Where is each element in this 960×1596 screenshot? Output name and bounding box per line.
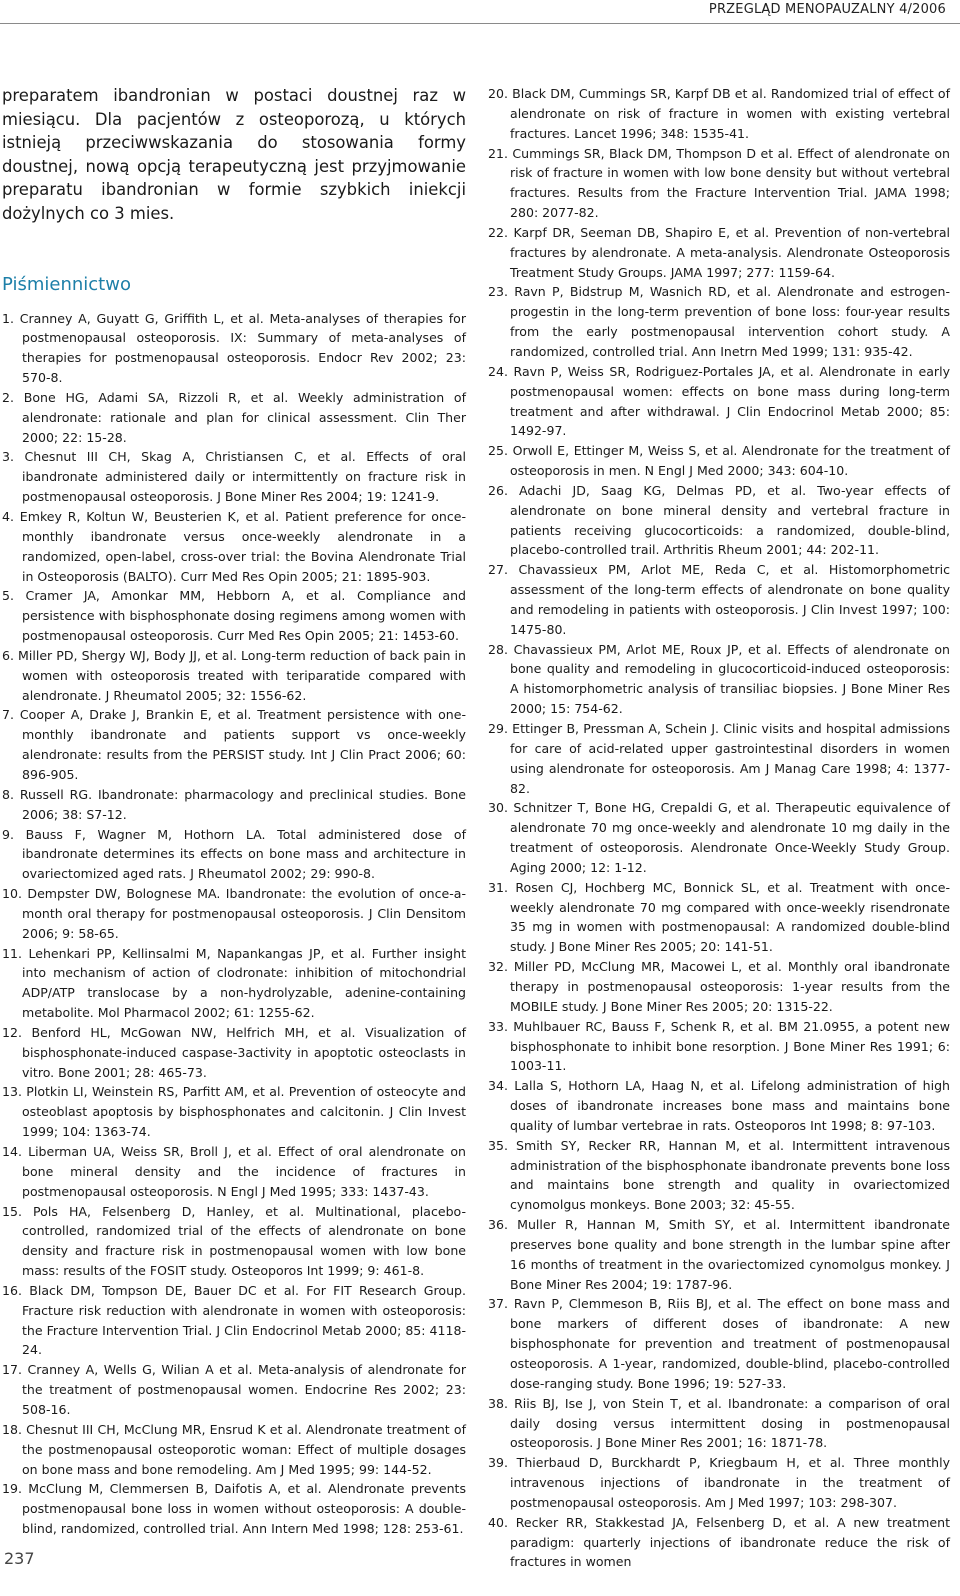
reference-item: 30. Schnitzer T, Bone HG, Crepaldi G, et al. Therapeutic equivalence of alendronate 70 mg once-weekly and alendronate 10 mg daily in the treatment of osteoporosis. Alendronate Once-Weekly Study Group. Aging 2000; 12: 1-12. bbox=[488, 800, 950, 875]
reference-item: 35. Smith SY, Recker RR, Hannan M, et al. Intermittent intravenous administration of the bisphosphonate ibandronate prevents bone loss and maintains bone strength and quality in ovariectomized cynomolgus monkeys. Bone 2003; 32: 45-55. bbox=[488, 1137, 950, 1213]
reference-item: 1. Cranney A, Guyatt G, Griffith L, et al. Meta-analyses of therapies for postmenopausal osteoporosis. IX: Summary of meta-analyses of therapies for postmenopausal osteoporosis. Endocr Rev 2002; 23: 570-8. bbox=[2, 310, 466, 386]
references-list-right bbox=[488, 84, 950, 1572]
reference-item: 16. Black DM, Tompson DE, Bauer DC et al. For FIT Research Group. Fracture risk reduction with alendronate in women with osteoporosis: the Fracture Intervention Trial. J Clin Endocrinol Metab 2000; 85: 4118-24. bbox=[2, 1282, 466, 1358]
reference-item: 37. Ravn P, Clemmeson B, Riis BJ, et al. The effect on bone mass and bone markers of different doses of ibandronate: A new bisphosphonate for prevention and treatment of postmenopausal osteoporosis. A 1-year, randomized, double-blind, placebo-controlled dose-ranging study. Bone 1996; 19: 527-33. bbox=[488, 1296, 950, 1391]
reference-item: 12. Benford HL, McGowan NW, Helfrich MH, et al. Visualization of bisphosphonate-induced caspase-3activity in apoptotic osteoclasts in vitro. Bone 2001; 28: 465-73. bbox=[2, 1024, 466, 1080]
reference-item: 14. Liberman UA, Weiss SR, Broll J, et al. Effect of oral alendronate on bone mineral density and the incidence of fractures in postmenopausal osteoporosis. N Engl J Med 1995; 333: 1437-43. bbox=[2, 1144, 466, 1199]
reference-item: 31. Rosen CJ, Hochberg MC, Bonnick SL, et al. Treatment with once-weekly alendronate 70 mg compared with once-weekly risendronate 35 mg in women with postmenopausal: A randomized double-blind study. J Bone Miner Res 2005; 20: 141-51. bbox=[488, 879, 950, 955]
reference-item: 28. Chavassieux PM, Arlot ME, Roux JP, et al. Effects of alendronate on bone quality and remodeling in glucocorticoid-induced osteoporosis: A histomorphometric analysis of transiliac biopsies. J Bone Miner Res 2000; 15: 754-62. bbox=[488, 641, 950, 717]
reference-item: 13. Plotkin LI, Weinstein RS, Parfitt AM, et al. Prevention of osteocyte and osteoblast apoptosis by bisphosphonates and calcitonin. J Clin Invest 1999; 104: 1363-74. bbox=[2, 1084, 466, 1140]
reference-item: 3. Chesnut III CH, Skag A, Christiansen C, et al. Effects of oral ibandronate administered daily or intermittently on fracture risk in postmenopausal osteoporosis. J Bone Miner Res 2004; 19: 1241-9. bbox=[2, 449, 466, 505]
reference-item: 7. Cooper A, Drake J, Brankin E, et al. Treatment persistence with one-monthly ibandronate and patients support vs once-weekly alendronate: results from the PERSIST study. Int J Clin Pract 2006; 60: 896-905. bbox=[2, 707, 466, 782]
reference-item: 38. Riis BJ, Ise J, von Stein T, et al. Ibandronate: a comparison of oral daily dosing versus intermittent dosing in postmenopausal osteoporosis. J Bone Miner Res 2001; 16: 1871-78. bbox=[488, 1395, 950, 1451]
reference-item: 9. Bauss F, Wagner M, Hothorn LA. Total administered dose of ibandronate determines its effects on bone mass and architecture in ovariectomized aged rats. J Rheumatol 2002; 29: 990-8. bbox=[2, 826, 466, 882]
reference-item: 32. Miller PD, McClung MR, Macowei L, et al. Monthly oral ibandronate therapy in postmenopausal osteoporosis: 1-year results from the MOBILE study. J Bone Miner Res 2005; 20: 1315-22. bbox=[488, 959, 950, 1014]
reference-item: 4. Emkey R, Koltun W, Beusterien K, et al. Patient preference for once-monthly ibandronate versus once-weekly alendronate in a randomized, open-label, cross-over trial: the Bovina Alendronate Trial in Osteoporosis (BALTO). Curr Med Res Opin 2005; 21: 1895-903. bbox=[2, 509, 466, 584]
reference-item: 24. Ravn P, Weiss SR, Rodriguez-Portales JA, et al. Alendronate in early postmenopausal women: effects on bone mass during long-term treatment and after withdrawal. J Clin Endocrinol Metab 2000; 85: 1492-97. bbox=[488, 363, 950, 439]
reference-item: 18. Chesnut III CH, McClung MR, Ensrud K et al. Alendronate treatment of the postmenopausal osteoporotic woman: Effect of multiple dosages on bone mass and bone remodeling. Am J Med 1995; 99: 144-52. bbox=[2, 1421, 466, 1477]
reference-item: 10. Dempster DW, Bolognese MA. Ibandronate: the evolution of once-a-month oral therapy for postmenopausal osteoporosis. J Clin Densitom 2006; 9: 58-65. bbox=[2, 886, 466, 941]
right-column bbox=[488, 84, 950, 1572]
reference-item: 33. Muhlbauer RC, Bauss F, Schenk R, et al. BM 21.0955, a potent new bisphosphonate to inhibit bone resorption. J Bone Miner Res 1991; 6: 1003-11. bbox=[488, 1018, 950, 1074]
reference-item: 25. Orwoll E, Ettinger M, Weiss S, et al. Alendronate for the treatment of osteoporosis in men. N Engl J Med 2000; 343: 604-10. bbox=[488, 443, 950, 479]
references-heading: Piśmiennictwo bbox=[2, 273, 131, 295]
reference-item: 11. Lehenkari PP, Kellinsalmi M, Napankangas JP, et al. Further insight into mechanism of action of clodronate: inhibition of mitochondrial ADP/ATP translocase by a non-hydrolyzable, adenine-containing metabolite. Mol Pharmacol 2002; 61: 1255-62. bbox=[2, 945, 466, 1021]
reference-item: 20. Black DM, Cummings SR, Karpf DB et al. Randomized trial of effect of alendronate on risk of fracture in women with existing vertebral fractures. Lancet 1996; 348: 1535-41. bbox=[488, 86, 950, 141]
reference-item: 6. Miller PD, Shergy WJ, Body JJ, et al. Long-term reduction of back pain in women with osteoporosis treated with teriparatide compared with alendronate. J Rheumatol 2005; 32: 1556-62. bbox=[2, 647, 466, 703]
reference-item: 2. Bone HG, Adami SA, Rizzoli R, et al. Weekly administration of alendronate: rationale and plan for clinical assessment. Clin Ther 2000; 22: 15-28. bbox=[2, 389, 466, 445]
reference-item: 27. Chavassieux PM, Arlot ME, Reda C, et al. Histomorphometric assessment of the long-term effects of alendronate on bone quality and remodeling in patients with osteoporosis. J Clin Invest 1997; 100: 1475-80. bbox=[488, 562, 950, 637]
page-number: 237 bbox=[4, 1549, 35, 1568]
references-list-left bbox=[2, 309, 466, 1539]
header-divider bbox=[0, 23, 960, 24]
reference-item: 26. Adachi JD, Saag KG, Delmas PD, et al. Two-year effects of alendronate on bone mineral density and vertebral fracture in patients receiving glucocorticoids: a randomized, double-blind, placebo-controlled trail. Arthritis Rheum 2001; 44: 202-11. bbox=[488, 482, 950, 558]
lead-paragraph: preparatem ibandronian w postaci doustnej raz w miesiącu. Dla pacjentów z osteoporozą, u których istnieją przeciwwskazania do stosowania formy doustnej, nową opcją terapeutyczną jest przyjmowanie preparatu ibandronian w formie szybkich iniekcji dożylnych co 3 mies. bbox=[2, 86, 466, 223]
reference-item: 34. Lalla S, Hothorn LA, Haag N, et al. Lifelong administration of high doses of ibandronate increases bone mass and maintains bone quality of lumbar vertebrae in rats. Osteoporos Int 1998; 8: 97-103. bbox=[488, 1078, 950, 1133]
reference-item: 15. Pols HA, Felsenberg D, Hanley, et al. Multinational, placebo-controlled, randomized trial of the effects of alendronate on bone density and fracture risk in postmenopausal women with low bone mass: results of the FOSIT study. Osteoporos Int 1999; 9: 461-8. bbox=[2, 1203, 466, 1279]
reference-item: 5. Cramer JA, Amonkar MM, Hebborn A, et al. Compliance and persistence with bisphosphonate dosing regimens among women with postmenopausal osteoporosis. Curr Med Res Opin 2005; 21: 1453-60. bbox=[2, 588, 466, 644]
journal-header: PRZEGLĄD MENOPAUZALNY 4/2006 bbox=[708, 2, 946, 17]
reference-item: 22. Karpf DR, Seeman DB, Shapiro E, et al. Prevention of non-vertebral fractures by alendronate. A meta-analysis. Alendronate Osteoporosis Treatment Study Groups. JAMA 1997; 277: 1159-64. bbox=[488, 224, 950, 280]
reference-item: 17. Cranney A, Wells G, Wilian A et al. Meta-analysis of alendronate for the treatment of postmenopausal women. Endocrine Res 2002; 23: 508-16. bbox=[2, 1362, 466, 1417]
reference-item: 39. Thierbaud D, Burckhardt P, Kriegbaum H, et al. Three monthly intravenous injections of ibandronate in the treatment of postmenopausal osteoporosis. Am J Med 1997; 103: 298-307. bbox=[488, 1455, 950, 1510]
left-column bbox=[2, 84, 466, 1539]
reference-item: 23. Ravn P, Bidstrup M, Wasnich RD, et al. Alendronate and estrogen-progestin in the long-term prevention of bone loss: four-year results from the early postmenopausal intervention cohort study. A randomized, controlled trial. Ann Inetrn Med 1999; 131: 935-42. bbox=[488, 284, 950, 359]
reference-item: 40. Recker RR, Stakkestad JA, Felsenberg D, et al. A new treatment paradigm: quarterly injections of ibandronate reduce the risk of fractures in women bbox=[488, 1514, 950, 1570]
reference-item: 36. Muller R, Hannan M, Smith SY, et al. Intermittent ibandronate preserves bone quality and bone strength in the lumbar spine after 16 months of treatment in the ovariectomized cynomolgus monkey. J Bone Miner Res 2004; 19: 1787-96. bbox=[488, 1217, 950, 1292]
reference-item: 29. Ettinger B, Pressman A, Schein J. Clinic visits and hospital admissions for care of acid-related upper gastrointestinal disorders in women using alendronate for osteoporosis. Am J Manag Care 1998; 4: 1377-82. bbox=[488, 721, 950, 796]
reference-item: 19. McClung M, Clemmersen B, Daifotis A, et al. Alendronate prevents postmenopausal bone loss in women without osteoporosis: A double-blind, randomized, controlled trial. Ann Intern Med 1998; 128: 253-61. bbox=[2, 1481, 466, 1537]
reference-item: 21. Cummings SR, Black DM, Thompson D et al. Effect of alendronate on risk of fracture in women with low bone density but without vertebral fractures. Results from the Fracture Intervention Trial. JAMA 1998; 280: 2077-82. bbox=[488, 145, 950, 221]
reference-item: 8. Russell RG. Ibandronate: pharmacology and preclinical studies. Bone 2006; 38: S7-12. bbox=[2, 786, 466, 822]
